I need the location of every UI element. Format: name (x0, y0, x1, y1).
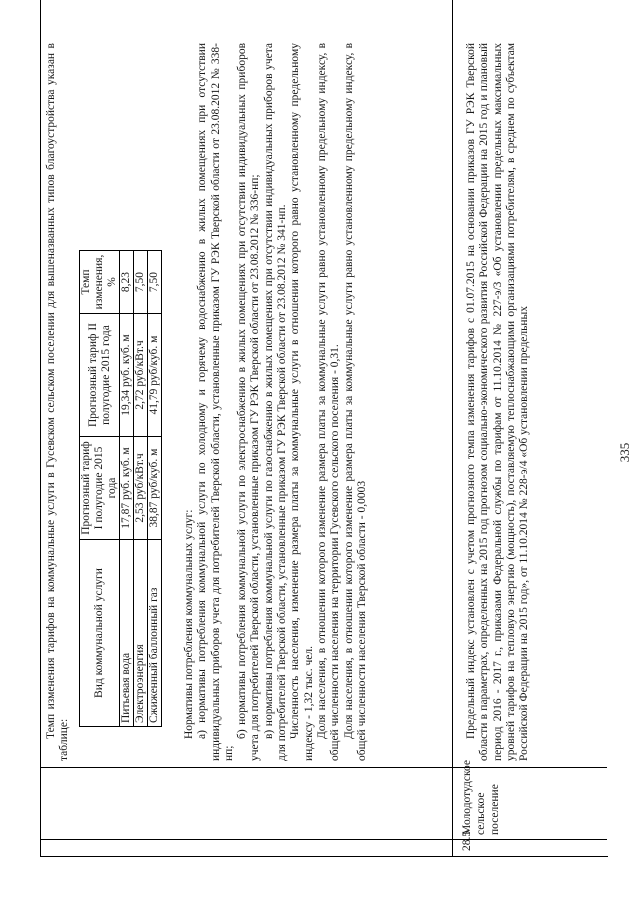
rate-cell: 7,50 (148, 251, 162, 314)
row-number: 28.5 (461, 830, 473, 851)
paragraph: б) нормативы потребления коммунальной услуги по электроснабжению в жилых помещениях при отсутствии индивидуальных приборов учета для потребителей Тверской области, установленные приказом ГУ РЭК Тверской области от 23.08.2012 № 336-нп; (236, 43, 262, 761)
page-number: 335 (617, 442, 632, 463)
tariff1-cell: 38,87 руб/куб. м (148, 437, 162, 540)
tariff2-cell: 2,72 руб/кВт.ч (134, 314, 148, 437)
tariff2-cell: 19,34 руб. куб. м (120, 314, 134, 437)
paragraph: Доля населения, в отношении которого изменение размера платы за коммунальные услуги равно установленному предельному индексу, в общей численности населения Тверской области - 0,0003 (342, 43, 368, 761)
norms-section (183, 43, 369, 761)
settlement-name: Молодотудское сельское поселение (461, 760, 501, 835)
paragraph: в) нормативы потребления коммунальной услуги по газоснабжению в жилых помещениях при отсутствии индивидуальных приборов учета для потребителей Тверской области, установленные приказом ГУ РЭК Тверской области от 23.08.2012 № 341-нп. (262, 43, 289, 761)
table-row (134, 251, 148, 727)
tariff-table (79, 250, 162, 727)
paragraph: Нормативы потребления коммунальных услуг: (183, 509, 195, 739)
row-divider (452, 0, 453, 857)
table-header-row (80, 251, 120, 727)
column-divider (40, 839, 607, 840)
paragraph: а) нормативы потребления коммунальной услуги по холодному и горячему водоснабжению в жилых помещениях при отсутствии индивидуальных приборов учета для потребителей Тверской области, установленные приказом ГУ РЭК Тверской области от 23.08.2012 № 338-нп; (196, 43, 235, 761)
table-row (148, 251, 162, 727)
intro-text: Темп изменения тарифов на коммунальные услуги в Гусевском сельском поселении для вышеназванных типов благоустройства указан в таблице: (45, 43, 71, 761)
service-cell: Электроэнергия (134, 540, 148, 727)
header-service: Вид коммунальной услуги (80, 540, 120, 727)
service-cell: Сжиженный баллонный газ (148, 540, 162, 727)
table-row (120, 251, 134, 727)
tariff1-cell: 2,53 руб/кВт.ч (134, 437, 148, 540)
paragraph: Предельный индекс установлен с учетом прогнозного темпа изменения тарифов с 01.07.2015 на основании приказов ГУ РЭК Тверской области в параметрах, определенных на 2015 год прогнозом социально-экономического развития Российской Федерации на 2015 год и плановый период 2016 - 2017 г., приказами Федеральной службы по тарифам от 11.10.2014 № 227-э/3 «Об установлении предельных максимальных уровней тарифов на тепловую энергию (мощность), поставляемую теплоснабжающими организациями потребителям, в среднем по субъектам Российской Федерации на 2015 год», от 11.10.2014 № 228-э/4 «Об установлении предельных (465, 43, 531, 761)
column-divider (40, 767, 607, 768)
tariff2-cell: 41,79 руб/куб. м (148, 314, 162, 437)
index-section (465, 43, 531, 761)
rate-cell: 8,23 (120, 251, 134, 314)
service-cell: Питьевая вода (120, 540, 134, 727)
paragraph: Численность населения, изменение размера платы за коммунальные услуги в отношении которого равно установленному предельному индексу - 1,32 тыс. чел. (289, 43, 315, 761)
header-rate: Темп изменения, % (80, 251, 120, 314)
paragraph: Доля населения, в отношении которого изменение размера платы за коммунальные услуги равно установленному предельному индексу, в общей численности населения на территории Гусевского сельского поселения - 0,31. (315, 43, 342, 761)
tariff1-cell: 17,87 руб. куб. м (120, 437, 134, 540)
header-tariff-1: Прогнозный тариф I полугодие 2015 года (80, 437, 120, 540)
rate-cell: 7,50 (134, 251, 148, 314)
header-tariff-2: Прогнозный тариф II полугодие 2015 года (80, 314, 120, 437)
